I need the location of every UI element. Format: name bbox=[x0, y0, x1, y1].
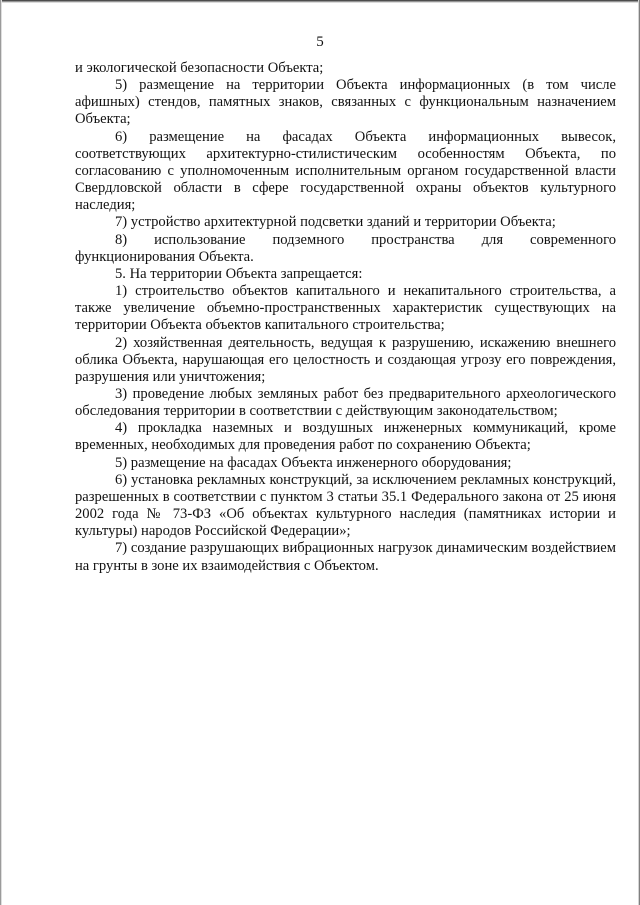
scan-edge-left bbox=[0, 0, 2, 905]
paragraph-item-7-lighting: 7) устройство архитектурной подсветки зданий и территории Объекта; bbox=[115, 214, 556, 231]
paragraph-prohibited-5: 5) размещение на фасадах Объекта инженерного оборудования; bbox=[115, 454, 512, 471]
paragraph-prohibited-7: 7) создание разрушающих вибрационных нагрузок динамическим воздействием на грунты в зоне их взаимодействия с Объектом. bbox=[75, 540, 616, 574]
paragraph-prohibited-1: 1) строительство объектов капитального и некапитального строительства, а также увеличение объемно-пространственных характеристик существующих на территории Объекта объектов капитального строительства; bbox=[75, 283, 616, 334]
paragraph-item-8-underground: 8) использование подземного пространства для современного функционирования Объекта. bbox=[75, 231, 616, 265]
paragraph-prohibited-6: 6) установка рекламных конструкций, за исключением рекламных конструкций, разрешенных в соответствии с пунктом 3 статьи 35.1 Федерального закона от 25 июня 2002 года № 73-ФЗ «Об объектах культурного наследия (памятниках истории и культуры) народов Российской Федерации»; bbox=[75, 471, 616, 540]
section-5-heading: 5. На территории Объекта запрещается: bbox=[115, 265, 363, 282]
paragraph-prohibited-3: 3) проведение любых земляных работ без предварительного археологического обследования территории в соответствии с действующим законодательством; bbox=[75, 385, 616, 420]
scan-edge-top bbox=[0, 0, 640, 3]
page-number: 5 bbox=[316, 34, 324, 50]
paragraph-item-5-info-stands: 5) размещение на территории Объекта информационных (в том числе афишных) стендов, памятных знаков, связанных с функциональным назначением Объекта; bbox=[75, 77, 616, 128]
paragraph-item-6-signboards: 6) размещение на фасадах Объекта информационных вывесок, соответствующих архитектурно-стилистическим особенностям Объекта, по согласованию с уполномоченным исполнительным органом государственной власти Свердловской области в сфере государственной охраны объектов культурного наследия; bbox=[75, 128, 616, 214]
document-body bbox=[75, 60, 616, 575]
paragraph-continuation: и экологической безопасности Объекта; bbox=[75, 60, 324, 76]
paragraph-prohibited-2: 2) хозяйственная деятельность, ведущая к разрушению, искажению внешнего облика Объекта, нарушающая его целостность и создающая угрозу его повреждения, разрушения или уничтожения; bbox=[75, 334, 616, 385]
paragraph-prohibited-4: 4) прокладка наземных и воздушных инженерных коммуникаций, кроме временных, необходимых для проведения работ по сохранению Объекта; bbox=[75, 420, 616, 454]
